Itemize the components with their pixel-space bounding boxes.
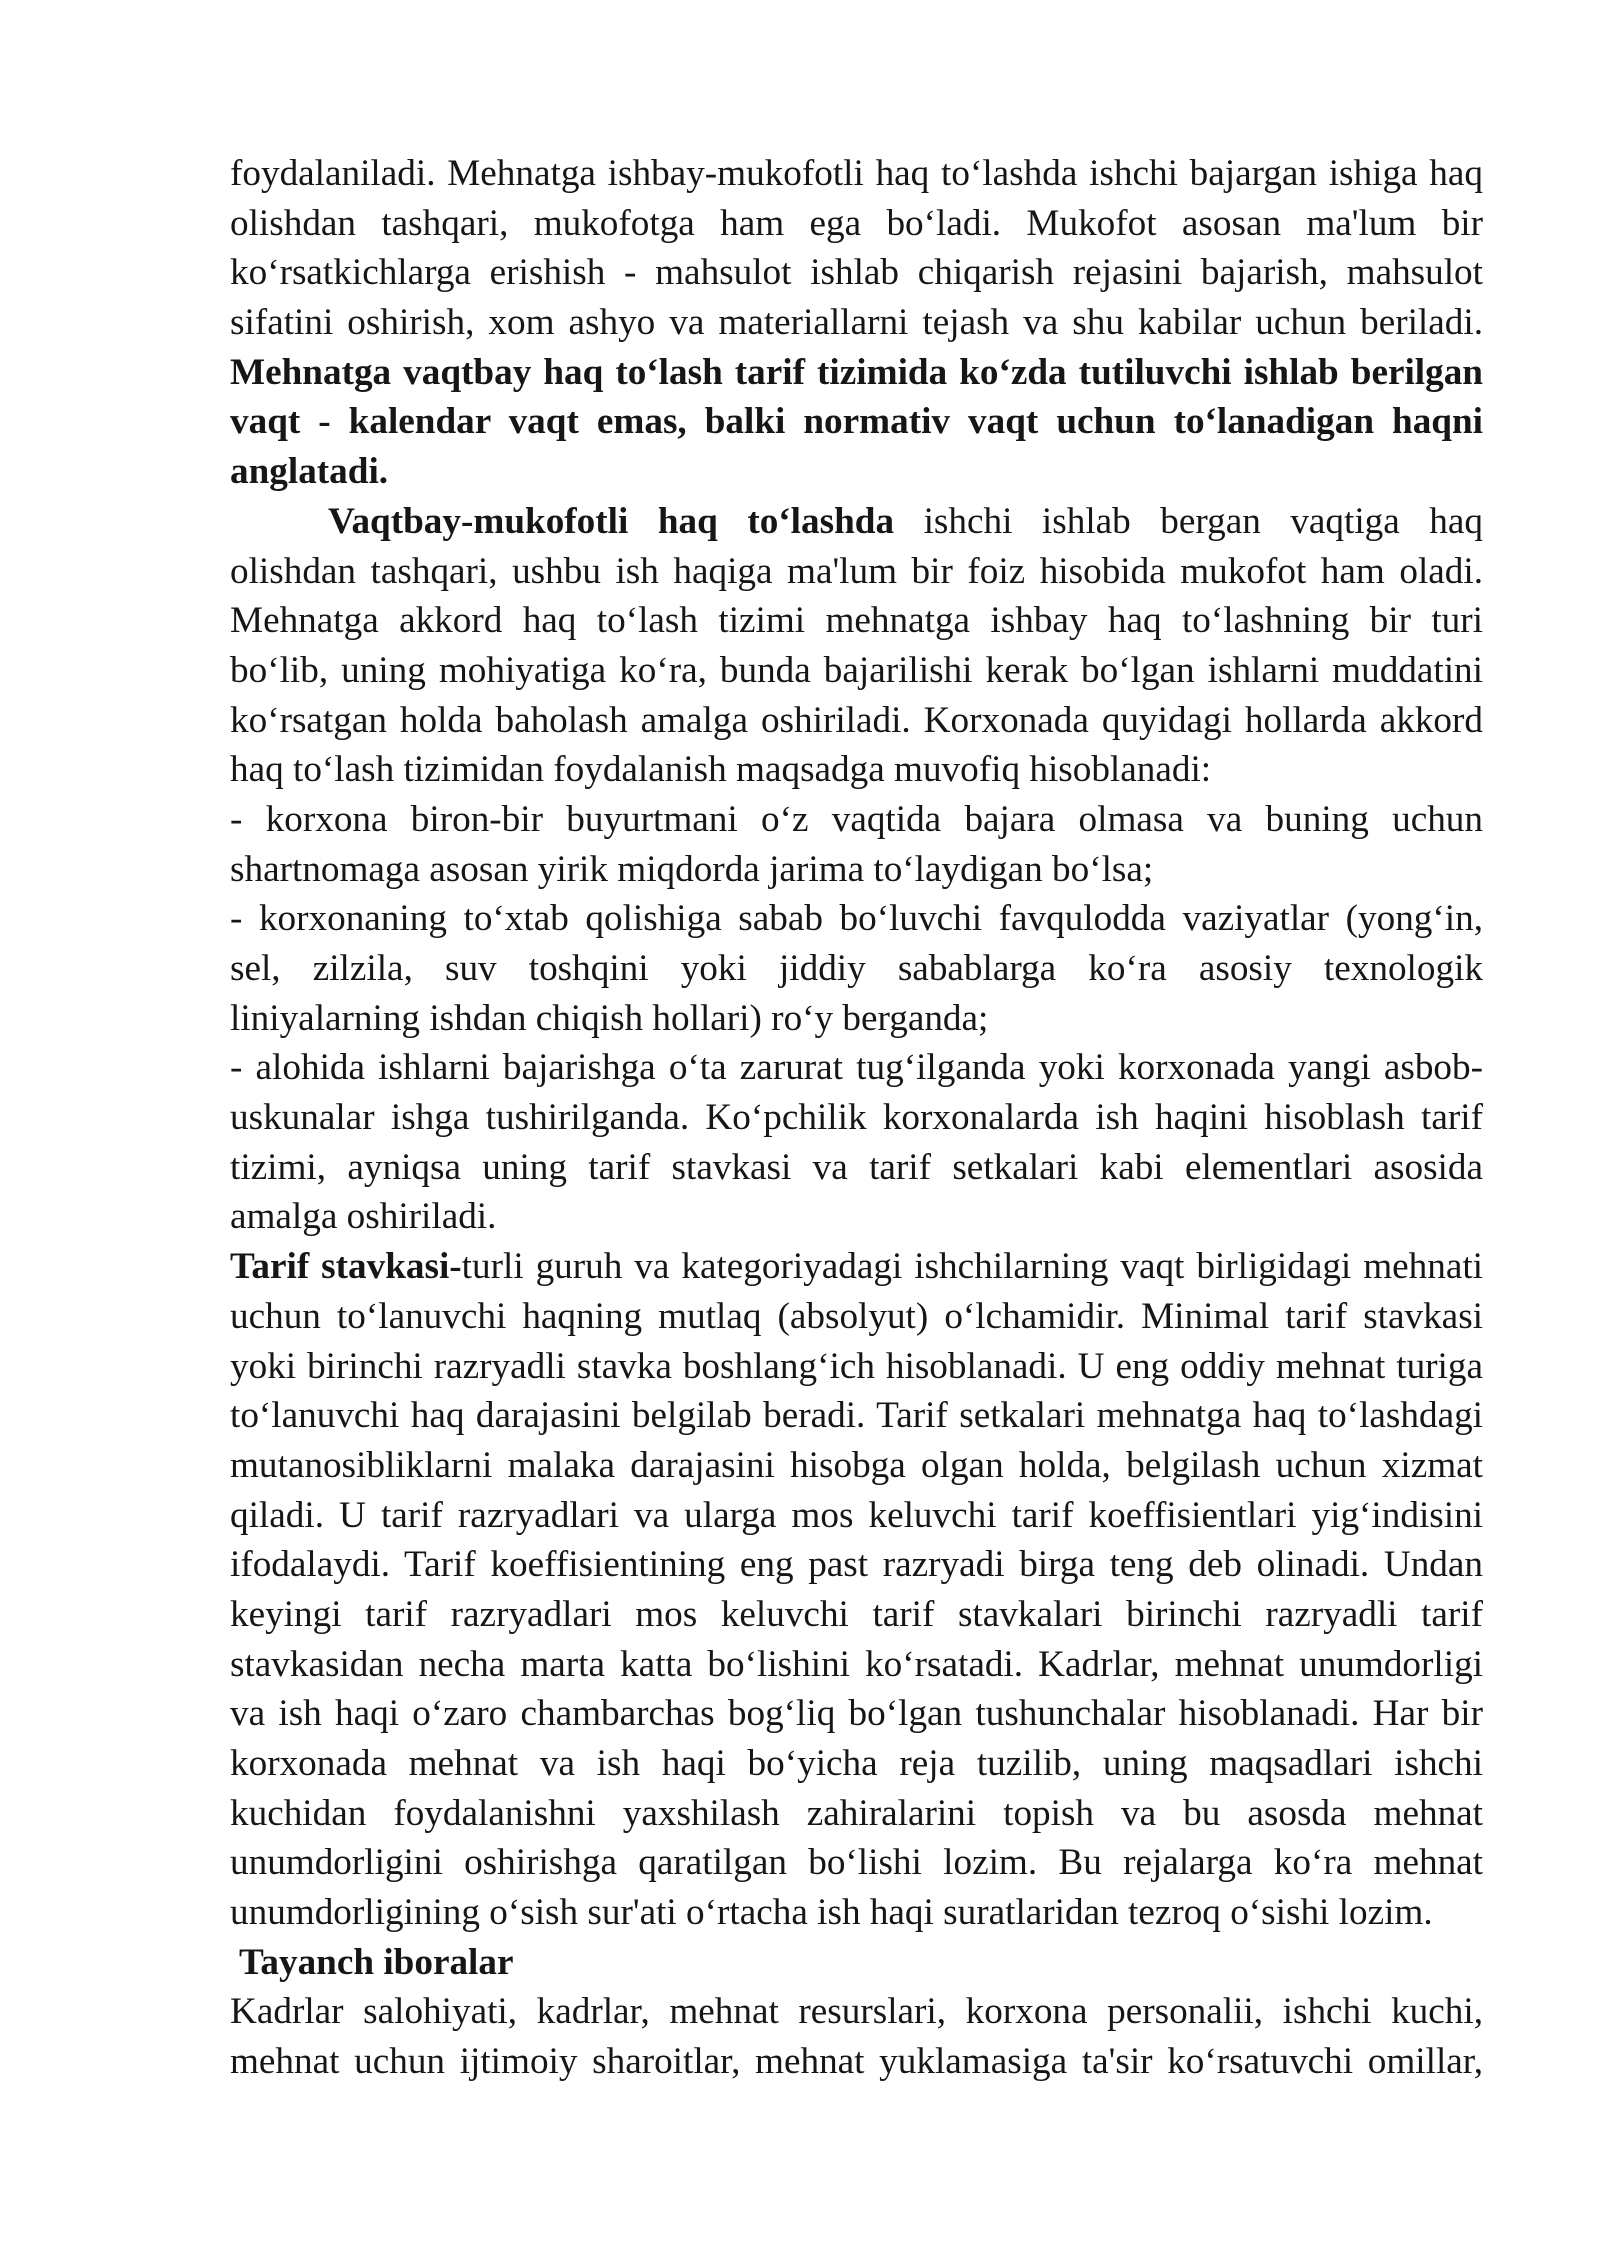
text-line: unumdorligining o‘sish sur'ati o‘rtacha ish haqi suratlaridan tezroq o‘sishi lozim.: [230, 1892, 1433, 1934]
text-line: korxonada mehnat va ish haqi bo‘yicha reja tuzilib, uning maqsadlari ishchi: [230, 1743, 1483, 1784]
text-line: keyingi tarif razryadlari mos keluvchi tarif stavkalari birinchi razryadli tarif: [230, 1593, 1483, 1635]
list-item-line: liniyalarning ishdan chiqish hollari) ro‘y berganda;: [230, 997, 989, 1039]
bold-text-line: Mehnatga vaqtbay haq to‘lash tarif tizimida ko‘zda tutiluvchi ishlab berilgan: [230, 351, 1483, 393]
text-line: ko‘rsatkichlarga erishish - mahsulot ishlab chiqarish rejasini bajarish, mahsulot: [230, 252, 1483, 294]
section-heading: Tayanch iboralar: [239, 1941, 514, 1983]
list-item-line: - alohida ishlarni bajarishga o‘ta zarurat tug‘ilganda yoki korxonada yangi asbob-: [230, 1047, 1483, 1089]
text-line: Kadrlar salohiyati, kadrlar, mehnat resurslari, korxona personalii, ishchi kuchi,: [230, 1991, 1483, 2033]
text-line: tizimi, ayniqsa uning tarif stavkasi va tarif setkalari kabi elementlari asosida: [230, 1146, 1483, 1188]
line-text: turli guruh va kategoriyadagi ishchilarning vaqt birligidagi mehnati: [461, 1246, 1483, 1288]
bold-text-line: anglatadi.: [230, 451, 389, 493]
text-line: amalga oshiriladi.: [230, 1196, 497, 1238]
text-line: to‘lanuvchi haq darajasini belgilab beradi. Tarif setkalari mehnatga haq to‘lashdagi: [230, 1395, 1483, 1437]
text-line: [230, 497, 1483, 547]
text-line: sifatini oshirish, xom ashyo va materiallarni tejash va shu kabilar uchun beriladi.: [230, 302, 1483, 344]
list-item-line: - korxona biron-bir buyurtmani o‘z vaqtida bajara olmasa va buning uchun: [230, 798, 1483, 840]
text-line: olishdan tashqari, ushbu ish haqiga ma'lum bir foiz hisobida mukofot ham oladi.: [230, 550, 1483, 592]
text-line: yoki birinchi razryadli stavka boshlang‘ich hisoblanadi. U eng oddiy mehnat turiga: [230, 1345, 1483, 1387]
list-item-line: - korxonaning to‘xtab qolishiga sabab bo‘luvchi favqulodda vaziyatlar (yong‘in,: [230, 898, 1483, 940]
line-text: ishchi ishlab bergan vaqtiga haq: [894, 500, 1483, 542]
text-line: mehnat uchun ijtimoiy sharoitlar, mehnat yuklamasiga ta'sir ko‘rsatuvchi omillar,: [230, 2041, 1483, 2083]
text-line: unumdorligini oshirishga qaratilgan bo‘lishi lozim. Bu rejalarga ko‘ra mehnat: [230, 1842, 1483, 1884]
text-line: qiladi. U tarif razryadlari va ularga mos keluvchi tarif koeffisientlari yig‘indisini: [230, 1494, 1483, 1536]
bold-term: Tarif stavkasi-: [230, 1246, 462, 1288]
text-line: mutanosibliklarni malaka darajasini hisobga olgan holda, belgilash uchun xizmat: [230, 1444, 1483, 1486]
text-line: [230, 1242, 1483, 1292]
list-item-line: sel, zilzila, suv toshqini yoki jiddiy sabablarga ko‘ra asosiy texnologik: [230, 948, 1483, 989]
text-line: kuchidan foydalanishni yaxshilash zahiralarini topish va bu asosda mehnat: [230, 1792, 1483, 1834]
text-line: ko‘rsatgan holda baholash amalga oshiriladi. Korxonada quyidagi hollarda akkord: [230, 699, 1483, 741]
text-line: va ish haqi o‘zaro chambarchas bog‘liq bo‘lgan tushunchalar hisoblanadi. Har bir: [230, 1693, 1483, 1735]
text-line: uchun to‘lanuvchi haqning mutlaq (absolyut) o‘lchamidir. Minimal tarif stavkasi: [230, 1295, 1483, 1337]
text-line: bo‘lib, uning mohiyatiga ko‘ra, bunda bajarilishi kerak bo‘lgan ishlarni muddatini: [230, 649, 1483, 691]
bold-text-line: vaqt - kalendar vaqt emas, balki normativ vaqt uchun to‘lanadigan haqni: [230, 401, 1483, 443]
text-line: foydalaniladi. Mehnatga ishbay-mukofotli haq to‘lashda ishchi bajargan ishiga haq: [230, 153, 1483, 194]
text-line: stavkasidan necha marta katta bo‘lishini ko‘rsatadi. Kadrlar, mehnat unumdorligi: [230, 1643, 1483, 1685]
text-line: haq to‘lash tizimidan foydalanish maqsadga muvofiq hisoblanadi:: [230, 749, 1212, 791]
text-line: uskunalar ishga tushirilganda. Ko‘pchilik korxonalarda ish haqini hisoblash tarif: [230, 1097, 1483, 1139]
body-text: [230, 149, 1483, 2087]
text-line: olishdan tashqari, mukofotga ham ega bo‘ladi. Mukofot asosan ma'lum bir: [230, 202, 1483, 244]
list-item-line: shartnomaga asosan yirik miqdorda jarima to‘laydigan bo‘lsa;: [230, 848, 1154, 890]
bold-term: Vaqtbay-mukofotli haq to‘lashda: [328, 500, 895, 542]
text-line: Mehnatga akkord haq to‘lash tizimi mehnatga ishbay haq to‘lashning bir turi: [230, 600, 1483, 642]
text-line: ifodalaydi. Tarif koeffisientining eng past razryadi birga teng deb olinadi. Undan: [230, 1544, 1483, 1586]
